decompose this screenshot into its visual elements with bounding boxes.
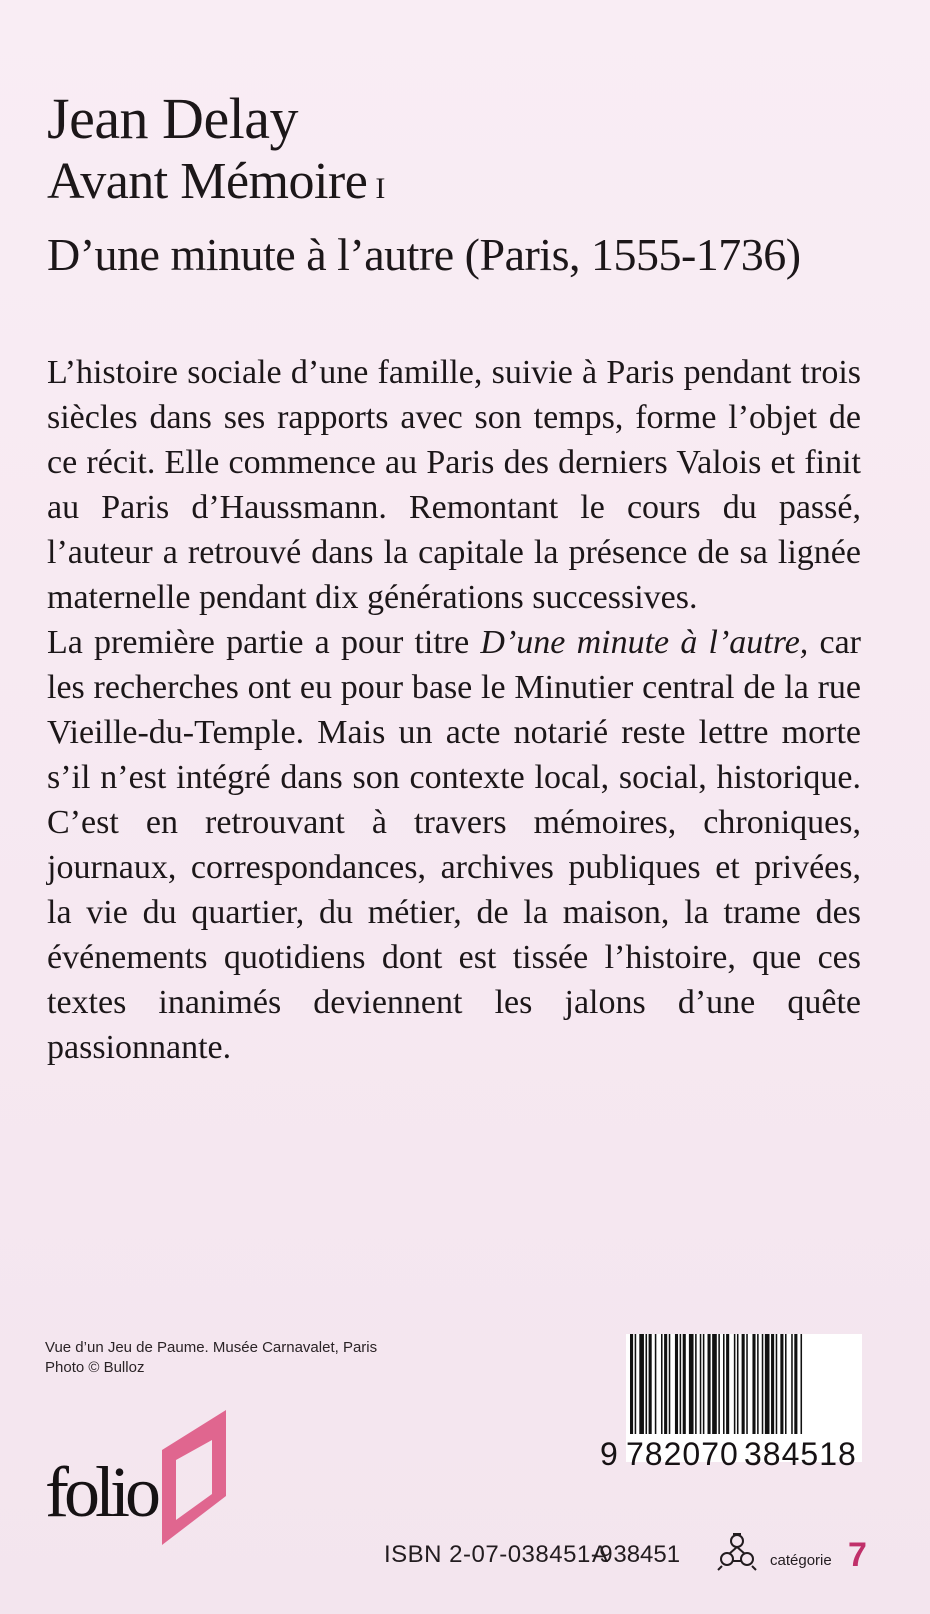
blurb-paragraph-2-lead: La première partie a pour titre xyxy=(47,624,481,661)
barcode-bar xyxy=(646,1334,648,1434)
barcode-group-1: 782070 xyxy=(626,1436,739,1472)
barcode-bar xyxy=(801,1334,803,1434)
barcode-bar xyxy=(776,1334,778,1434)
barcode-bar xyxy=(726,1334,729,1434)
isbn-label: ISBN 2-07-038451-9 xyxy=(384,1541,614,1568)
barcode-bar xyxy=(689,1334,694,1434)
triple-loop-icon xyxy=(716,1530,758,1576)
volume-number: I xyxy=(375,172,385,205)
series-title xyxy=(47,153,385,218)
barcode-bar xyxy=(655,1334,657,1434)
barcode-bar xyxy=(700,1334,702,1434)
barcode-bar xyxy=(794,1334,797,1434)
barcode-bar xyxy=(669,1334,671,1434)
author-name: Jean Delay xyxy=(47,86,299,151)
barcode-bar xyxy=(664,1334,667,1434)
barcode-bar xyxy=(635,1334,637,1434)
barcode-bar xyxy=(791,1334,793,1434)
barcode-bar xyxy=(661,1334,663,1434)
barcode-bar xyxy=(708,1334,711,1434)
category-number: 7 xyxy=(848,1536,867,1574)
book-subtitle: D’une minute à l’autre (Paris, 1555-1736) xyxy=(47,229,801,280)
blurb-italic-title: D’une minute à l’autre, xyxy=(480,624,809,661)
blurb xyxy=(47,350,861,1070)
barcode-bar xyxy=(762,1334,764,1434)
series-title-text: Avant Mémoire xyxy=(47,153,368,210)
credit-line-1: Vue d’un Jeu de Paume. Musée Carnavalet, Paris xyxy=(45,1339,378,1356)
barcode-bar xyxy=(712,1334,717,1434)
publisher-logo: folio xyxy=(45,1452,156,1532)
catalog-number: A 38451 xyxy=(592,1541,681,1568)
barcode-bar xyxy=(737,1334,739,1434)
barcode-bar xyxy=(752,1334,755,1434)
category-label: catégorie xyxy=(770,1552,832,1569)
barcode-number xyxy=(600,1436,862,1472)
blurb-paragraph-2 xyxy=(47,620,861,1070)
barcode-digit-first: 9 xyxy=(600,1436,619,1472)
barcode-group-2: 384518 xyxy=(744,1436,857,1472)
barcode-bar xyxy=(630,1334,633,1434)
barcode-bar xyxy=(683,1334,686,1434)
barcode-bar xyxy=(675,1334,678,1434)
barcode-bar xyxy=(785,1334,787,1434)
barcode-bar xyxy=(723,1334,725,1434)
barcode-bar xyxy=(771,1334,774,1434)
barcode-bar xyxy=(703,1334,705,1434)
blurb-paragraph-2-rest: car les recherches ont eu pour base le Minutier central de la rue Vieille-du-Temple. Mais un acte notarié reste lettre morte s’il n’est intégré dans son contexte local, social, historique. C’est en retrouvant à travers mémoires, chroniques, journaux, correspondances, archives publiques et privées, la vie du quartier, du métier, de la maison, la trame des événements quotidiens dont est tissée l’histoire, que ces textes inanimés deviennent les jalons d’une quête passionnante. xyxy=(47,624,861,1066)
barcode-bar xyxy=(757,1334,759,1434)
barcode-bar xyxy=(649,1334,652,1434)
barcode-bar xyxy=(742,1334,745,1434)
blurb-paragraph-1: L’histoire sociale d’une famille, suivie à Paris pendant trois siècles dans ses rapports avec son temps, forme l’objet de ce récit. Elle commence au Paris des derniers Valois et finit au Paris d’Haussmann. Remontant le cours du passé, l’auteur a retrouvé dans la capitale la présence de sa lignée maternelle pendant dix générations successives. xyxy=(47,354,861,616)
barcode-bar xyxy=(718,1334,720,1434)
barcode-bar xyxy=(780,1334,783,1434)
folio-open-frame-icon xyxy=(150,1410,232,1545)
barcode-bar xyxy=(680,1334,682,1434)
barcode-bar xyxy=(746,1334,748,1434)
photo-credit xyxy=(45,1338,377,1378)
barcode-bar xyxy=(734,1334,736,1434)
barcode-bar xyxy=(765,1334,770,1434)
barcode-bar xyxy=(639,1334,644,1434)
barcode-bar xyxy=(695,1334,697,1434)
credit-line-2: Photo © Bulloz xyxy=(45,1359,145,1376)
